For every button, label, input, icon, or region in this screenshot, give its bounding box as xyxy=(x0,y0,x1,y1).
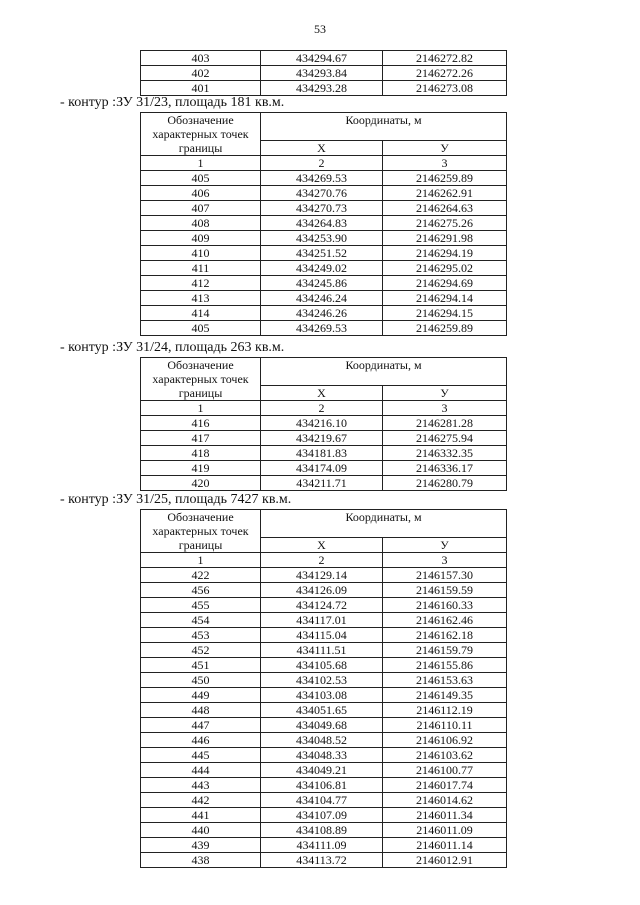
table-row xyxy=(141,838,507,853)
coord-x: 434049.21 xyxy=(261,763,383,778)
coord-x: 434216.10 xyxy=(261,416,383,431)
table-row xyxy=(141,51,507,66)
coord-y: 2146149.35 xyxy=(383,688,507,703)
point-number: 412 xyxy=(141,276,261,291)
table-row xyxy=(141,431,507,446)
table-row xyxy=(141,321,507,336)
coord-x: 434113.72 xyxy=(261,853,383,868)
point-number: 408 xyxy=(141,216,261,231)
header-col3: 3 xyxy=(383,156,507,171)
point-number: 418 xyxy=(141,446,261,461)
table-row xyxy=(141,568,507,583)
coord-x: 434246.24 xyxy=(261,291,383,306)
header-coordinates-label: Координаты, м xyxy=(261,358,507,386)
coord-y: 2146262.91 xyxy=(383,186,507,201)
point-number: 456 xyxy=(141,583,261,598)
point-number: 451 xyxy=(141,658,261,673)
table-row xyxy=(141,416,507,431)
coord-y: 2146273.08 xyxy=(383,81,507,96)
point-number: 407 xyxy=(141,201,261,216)
coord-y: 2146280.79 xyxy=(383,476,507,491)
table-row xyxy=(141,853,507,868)
header-col2: 2 xyxy=(261,553,383,568)
coord-x: 434106.81 xyxy=(261,778,383,793)
coord-y: 2146294.69 xyxy=(383,276,507,291)
coord-y: 2146157.30 xyxy=(383,568,507,583)
coord-x: 434115.04 xyxy=(261,628,383,643)
coord-x: 434270.73 xyxy=(261,201,383,216)
coord-x: 434269.53 xyxy=(261,171,383,186)
point-number: 447 xyxy=(141,718,261,733)
header-col3: 3 xyxy=(383,401,507,416)
point-number: 445 xyxy=(141,748,261,763)
coord-y: 2146291.98 xyxy=(383,231,507,246)
coord-x: 434107.09 xyxy=(261,808,383,823)
table-row xyxy=(141,733,507,748)
page-number: 53 xyxy=(314,22,326,36)
coord-y: 2146159.79 xyxy=(383,643,507,658)
header-col2: 2 xyxy=(261,156,383,171)
header-col2: 2 xyxy=(261,401,383,416)
table-row xyxy=(141,643,507,658)
point-number: 452 xyxy=(141,643,261,658)
point-number: 450 xyxy=(141,673,261,688)
coord-x: 434294.67 xyxy=(261,51,383,66)
table-row xyxy=(141,261,507,276)
coord-x: 434108.89 xyxy=(261,823,383,838)
header-point-label: Обозначение характерных точек границы xyxy=(141,113,261,156)
point-number: 401 xyxy=(141,81,261,96)
header-x: Х xyxy=(261,386,383,401)
coord-y: 2146011.09 xyxy=(383,823,507,838)
point-number: 441 xyxy=(141,808,261,823)
coord-x: 434249.02 xyxy=(261,261,383,276)
coord-y: 2146294.14 xyxy=(383,291,507,306)
point-number: 420 xyxy=(141,476,261,491)
table-row xyxy=(141,476,507,491)
coord-x: 434048.33 xyxy=(261,748,383,763)
header-col1: 1 xyxy=(141,401,261,416)
point-number: 405 xyxy=(141,321,261,336)
table-row xyxy=(141,748,507,763)
header-point-label: Обозначение характерных точек границы xyxy=(141,358,261,401)
table-row xyxy=(141,688,507,703)
coord-y: 2146017.74 xyxy=(383,778,507,793)
point-number: 413 xyxy=(141,291,261,306)
point-number: 405 xyxy=(141,171,261,186)
coord-x: 434245.86 xyxy=(261,276,383,291)
contour-title-31-23: - контур :ЗУ 31/23, площадь 181 кв.м. xyxy=(60,95,285,110)
coord-y: 2146112.19 xyxy=(383,703,507,718)
coord-y: 2146264.63 xyxy=(383,201,507,216)
coord-x: 434117.01 xyxy=(261,613,383,628)
coord-x: 434253.90 xyxy=(261,231,383,246)
table-row xyxy=(141,763,507,778)
coord-x: 434103.08 xyxy=(261,688,383,703)
coord-y: 2146332.35 xyxy=(383,446,507,461)
coord-y: 2146294.15 xyxy=(383,306,507,321)
table-row xyxy=(141,66,507,81)
table-row xyxy=(141,291,507,306)
point-number: 440 xyxy=(141,823,261,838)
point-number: 438 xyxy=(141,853,261,868)
header-col3: 3 xyxy=(383,553,507,568)
coordinates-table-31-24 xyxy=(140,357,507,491)
point-number: 442 xyxy=(141,793,261,808)
coord-x: 434293.84 xyxy=(261,66,383,81)
table-row xyxy=(141,583,507,598)
header-col1: 1 xyxy=(141,156,261,171)
table-row xyxy=(141,461,507,476)
coord-y: 2146100.77 xyxy=(383,763,507,778)
coord-y: 2146281.28 xyxy=(383,416,507,431)
coord-y: 2146106.92 xyxy=(383,733,507,748)
table-row xyxy=(141,306,507,321)
coord-y: 2146259.89 xyxy=(383,321,507,336)
table-row xyxy=(141,598,507,613)
contour-title-31-24: - контур :ЗУ 31/24, площадь 263 кв.м. xyxy=(60,340,285,355)
coord-y: 2146011.14 xyxy=(383,838,507,853)
coord-y: 2146336.17 xyxy=(383,461,507,476)
table-row xyxy=(141,276,507,291)
point-number: 416 xyxy=(141,416,261,431)
table-row xyxy=(141,703,507,718)
coord-x: 434264.83 xyxy=(261,216,383,231)
coord-y: 2146275.26 xyxy=(383,216,507,231)
coord-y: 2146294.19 xyxy=(383,246,507,261)
coord-y: 2146110.11 xyxy=(383,718,507,733)
point-number: 417 xyxy=(141,431,261,446)
table-row xyxy=(141,793,507,808)
header-coordinates-label: Координаты, м xyxy=(261,113,507,141)
coord-x: 434270.76 xyxy=(261,186,383,201)
point-number: 443 xyxy=(141,778,261,793)
coord-x: 434049.68 xyxy=(261,718,383,733)
table-row xyxy=(141,216,507,231)
coord-y: 2146272.26 xyxy=(383,66,507,81)
coord-y: 2146159.59 xyxy=(383,583,507,598)
point-number: 403 xyxy=(141,51,261,66)
table-row xyxy=(141,81,507,96)
coord-x: 434105.68 xyxy=(261,658,383,673)
coordinates-table-continued xyxy=(140,50,507,96)
header-point-label: Обозначение характерных точек границы xyxy=(141,510,261,553)
coord-y: 2146012.91 xyxy=(383,853,507,868)
coord-y: 2146272.82 xyxy=(383,51,507,66)
point-number: 454 xyxy=(141,613,261,628)
header-coordinates-label: Координаты, м xyxy=(261,510,507,538)
point-number: 411 xyxy=(141,261,261,276)
point-number: 449 xyxy=(141,688,261,703)
table-row xyxy=(141,658,507,673)
point-number: 422 xyxy=(141,568,261,583)
coord-x: 434174.09 xyxy=(261,461,383,476)
point-number: 448 xyxy=(141,703,261,718)
coord-y: 2146160.33 xyxy=(383,598,507,613)
coord-x: 434293.28 xyxy=(261,81,383,96)
coord-x: 434269.53 xyxy=(261,321,383,336)
coord-y: 2146153.63 xyxy=(383,673,507,688)
coord-x: 434129.14 xyxy=(261,568,383,583)
header-col1: 1 xyxy=(141,553,261,568)
table-row xyxy=(141,823,507,838)
table-row xyxy=(141,446,507,461)
header-x: Х xyxy=(261,538,383,553)
point-number: 410 xyxy=(141,246,261,261)
coord-x: 434111.51 xyxy=(261,643,383,658)
coord-x: 434124.72 xyxy=(261,598,383,613)
header-y: У xyxy=(383,386,507,401)
point-number: 409 xyxy=(141,231,261,246)
table-row xyxy=(141,628,507,643)
table-row xyxy=(141,673,507,688)
point-number: 446 xyxy=(141,733,261,748)
table-row xyxy=(141,778,507,793)
table-row xyxy=(141,186,507,201)
point-number: 414 xyxy=(141,306,261,321)
coord-y: 2146162.18 xyxy=(383,628,507,643)
table-row xyxy=(141,613,507,628)
point-number: 439 xyxy=(141,838,261,853)
coord-x: 434048.52 xyxy=(261,733,383,748)
table-row xyxy=(141,808,507,823)
coord-y: 2146295.02 xyxy=(383,261,507,276)
coord-y: 2146014.62 xyxy=(383,793,507,808)
point-number: 444 xyxy=(141,763,261,778)
point-number: 406 xyxy=(141,186,261,201)
point-number: 419 xyxy=(141,461,261,476)
point-number: 402 xyxy=(141,66,261,81)
coord-y: 2146155.86 xyxy=(383,658,507,673)
coord-y: 2146011.34 xyxy=(383,808,507,823)
coord-x: 434126.09 xyxy=(261,583,383,598)
coord-x: 434102.53 xyxy=(261,673,383,688)
header-y: У xyxy=(383,141,507,156)
coord-x: 434181.83 xyxy=(261,446,383,461)
table-row xyxy=(141,201,507,216)
table-row xyxy=(141,718,507,733)
point-number: 453 xyxy=(141,628,261,643)
contour-title-31-25: - контур :ЗУ 31/25, площадь 7427 кв.м. xyxy=(60,492,292,507)
header-x: Х xyxy=(261,141,383,156)
header-y: У xyxy=(383,538,507,553)
coord-x: 434051.65 xyxy=(261,703,383,718)
coord-x: 434251.52 xyxy=(261,246,383,261)
table-row xyxy=(141,171,507,186)
coord-x: 434211.71 xyxy=(261,476,383,491)
coord-y: 2146275.94 xyxy=(383,431,507,446)
coord-y: 2146162.46 xyxy=(383,613,507,628)
coord-y: 2146259.89 xyxy=(383,171,507,186)
coordinates-table-31-25 xyxy=(140,509,507,868)
coord-x: 434111.09 xyxy=(261,838,383,853)
coord-x: 434246.26 xyxy=(261,306,383,321)
coord-x: 434219.67 xyxy=(261,431,383,446)
table-row xyxy=(141,246,507,261)
coord-x: 434104.77 xyxy=(261,793,383,808)
table-row xyxy=(141,231,507,246)
point-number: 455 xyxy=(141,598,261,613)
coord-y: 2146103.62 xyxy=(383,748,507,763)
coordinates-table-31-23 xyxy=(140,112,507,336)
